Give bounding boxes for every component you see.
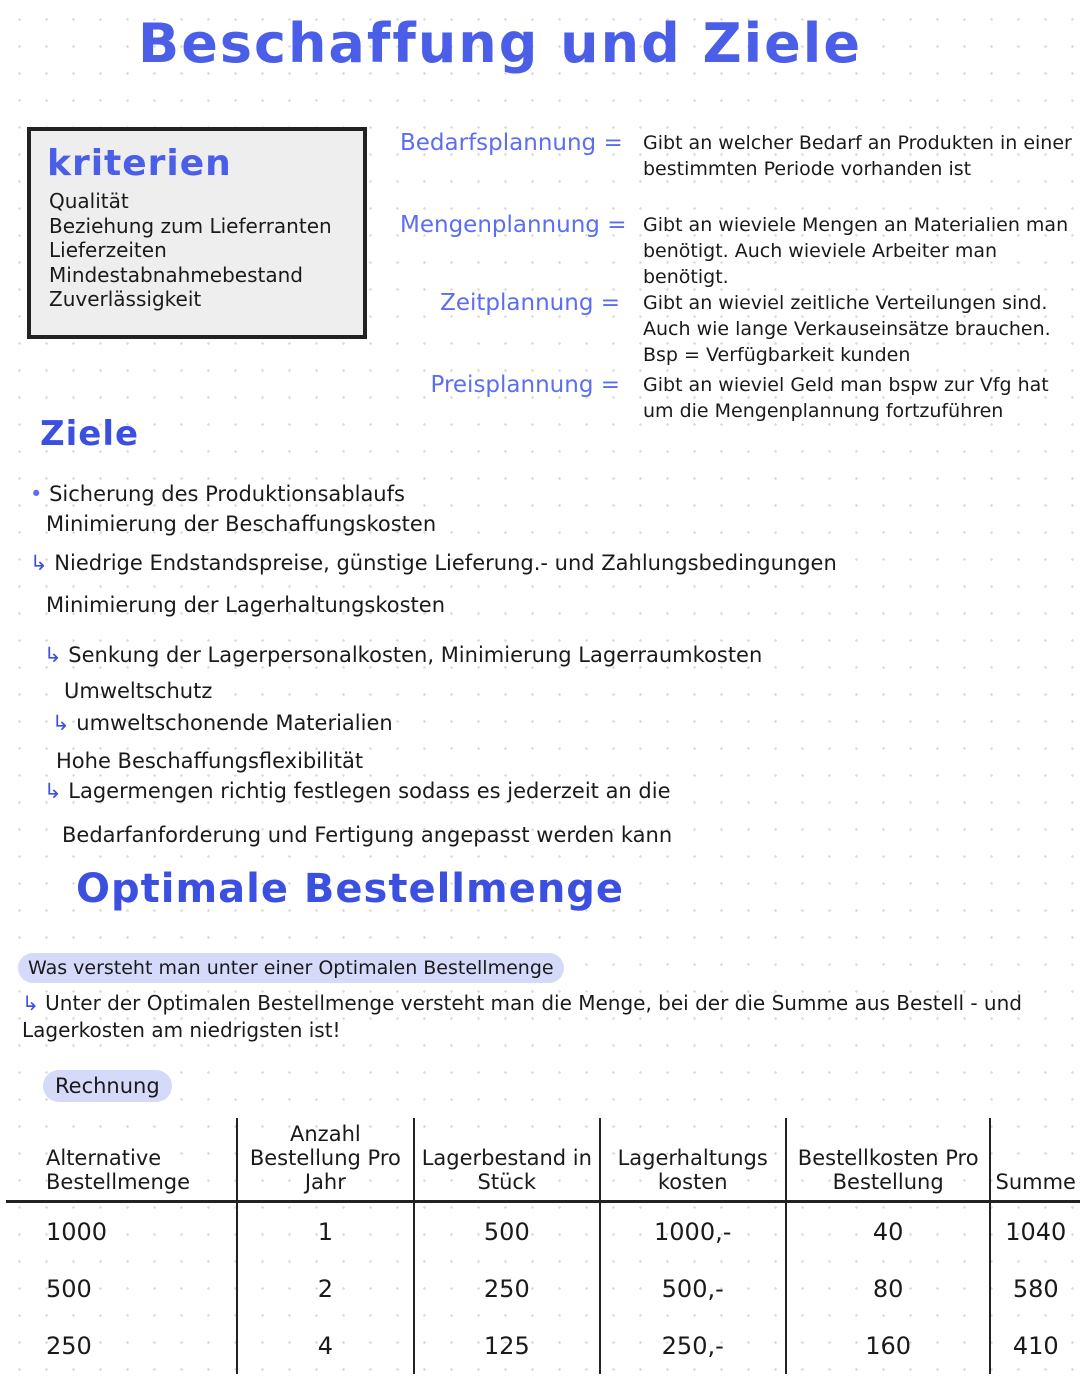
table-cell: 250 [414,1260,599,1317]
planning-term: Zeitplannung = [440,290,620,316]
criteria-heading: kriterien [47,143,232,184]
table-row [6,1260,1080,1317]
column-header: Lagerhaltungs kosten [600,1118,786,1202]
column-header: Anzahl Bestellung Pro Jahr [237,1118,414,1202]
goal-line: Hohe Beschaffungsflexibilität [56,749,364,773]
table-cell: 80 [786,1260,991,1317]
table-cell: 4 [237,1317,414,1374]
arrow-icon: ↳ [22,991,46,1015]
page-title: Beschaffung und Ziele [138,12,862,75]
goal-line: ↳ umweltschonende Materialien [52,711,393,735]
question-highlight: Was versteht man unter einer Optimalen Bestellmenge [18,953,564,983]
arrow-icon: ↳ [30,551,55,575]
criteria-item: Lieferzeiten [49,238,167,262]
calc-label: Rechnung [43,1070,172,1102]
criteria-item: Beziehung zum Lieferranten [49,213,332,238]
goal-line: ↳ Lagermengen richtig festlegen sodass es jederzeit an die [44,779,671,803]
table-cell: 500 [414,1202,599,1261]
table-cell: 2 [237,1260,414,1317]
planning-term: Preisplannung = [430,372,620,398]
table-row [6,1317,1080,1374]
optimal-heading: Optimale Bestellmenge [76,866,625,912]
table-cell: 410 [990,1317,1080,1374]
goal-line: ↳ Senkung der Lagerpersonalkosten, Minimierung Lagerraumkosten [44,643,763,667]
table-cell: 250 [46,1331,92,1360]
table-cell: 580 [990,1260,1080,1317]
table-cell: 125 [414,1317,599,1374]
arrow-icon: ↳ [52,711,77,735]
table-cell: 1040 [990,1202,1080,1261]
goal-line: ↳ Niedrige Endstandspreise, günstige Lieferung.- und Zahlungsbedingungen [30,551,837,575]
planning-definition: Gibt an wieviel zeitliche Verteilungen sind. Auch wie lange Verkauseinsätze brauchen. Bsp = Verfügbarkeit kunden [643,292,1051,366]
table-cell: 1000,- [600,1202,786,1261]
column-header: Alternative Bestellmenge [6,1118,237,1202]
bullet-icon: • [30,482,50,506]
goal-line: Minimierung der Lagerhaltungskosten [46,593,446,617]
criteria-list [49,189,332,312]
column-header: Lagerbestand in Stück [414,1118,599,1202]
table-cell: 500 [46,1274,92,1303]
goal-line: Minimierung der Beschaffungskosten [46,512,437,536]
criteria-item: Zuverlässigkeit [49,287,202,311]
goal-line: Umweltschutz [64,679,213,703]
answer-text: ↳ Unter der Optimalen Bestellmenge versteht man die Menge, bei der die Summe aus Bestell - und Lagerkosten am niedrigsten ist! [22,991,1022,1042]
table-cell: 500,- [600,1260,786,1317]
criteria-box [27,127,367,339]
planning-definition: Gibt an welcher Bedarf an Produkten in einer bestimmten Periode vorhanden ist [643,132,1072,180]
table-cell: 1000 [46,1217,108,1246]
planning-term: Bedarfsplannung = [400,130,623,156]
table-cell: 250,- [600,1317,786,1374]
table-cell: 160 [786,1317,991,1374]
arrow-icon: ↳ [44,779,69,803]
order-quantity-table [6,1118,1080,1374]
planning-term: Mengenplannung = [400,212,627,238]
arrow-icon: ↳ [44,643,69,667]
table-row [6,1202,1080,1261]
planning-definition: Gibt an wieviel Geld man bspw zur Vfg hat um die Mengenplannung fortzuführen [643,374,1049,422]
goals-heading: Ziele [40,414,140,454]
goal-line: • Sicherung des Produktionsablaufs [30,482,405,506]
goal-line: Bedarfanforderung und Fertigung angepasst werden kann [62,823,673,847]
table-cell: 1 [237,1202,414,1261]
table-header-row [6,1118,1080,1202]
criteria-item: Mindestabnahmebestand [49,262,303,287]
criteria-item: Qualität [49,189,129,213]
planning-definition: Gibt an wieviele Mengen an Materialien man benötigt. Auch wieviele Arbeiter man benötigt. [643,214,1069,288]
column-header: Summe [990,1118,1080,1202]
table-cell: 40 [786,1202,991,1261]
column-header: Bestellkosten Pro Bestellung [786,1118,991,1202]
